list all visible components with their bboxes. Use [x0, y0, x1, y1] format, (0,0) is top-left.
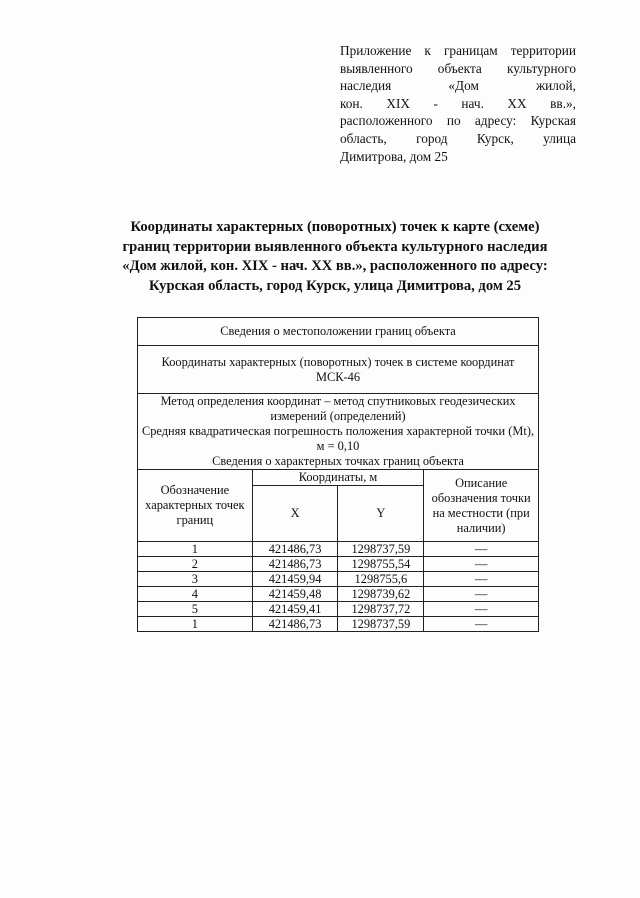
col-x-header: X: [252, 486, 338, 542]
accuracy-text: Средняя квадратическая погрешность положения характерной точки (Mt), м = 0,10: [141, 424, 535, 453]
annex-line: область, город Курск, улица: [340, 130, 576, 146]
point-cell: 1: [138, 542, 253, 557]
desc-cell: —: [424, 572, 539, 587]
y-cell: 1298755,6: [338, 572, 424, 587]
y-cell: 1298739,62: [338, 587, 424, 602]
title-line: Координаты характерных (поворотных) точек к карте (схеме): [130, 219, 540, 235]
annex-line: расположенного по адресу: Курская: [340, 113, 576, 129]
y-cell: 1298755,54: [338, 557, 424, 572]
col-point-header: Обозначение характерных точек границ: [138, 470, 253, 542]
col-coords-header: Координаты, м: [252, 470, 424, 486]
table-row: [138, 587, 539, 602]
desc-cell: —: [424, 557, 539, 572]
point-cell: 4: [138, 587, 253, 602]
title-line: Курская область, город Курск, улица Димитрова, дом 25: [148, 277, 522, 294]
annex-line: наследия «Дом жилой,: [340, 78, 576, 94]
y-cell: 1298737,59: [338, 542, 424, 557]
title-line: границ территории выявленного объекта культурного наследия: [122, 238, 548, 255]
annex-note: [340, 42, 576, 165]
y-cell: 1298737,59: [338, 617, 424, 632]
method-cell: [138, 394, 539, 470]
col-desc-header: Описание обозначения точки на местности (при наличии): [424, 470, 539, 542]
point-cell: 5: [138, 602, 253, 617]
x-cell: 421459,94: [252, 572, 338, 587]
annex-line: Приложение к границам территории: [340, 43, 576, 58]
x-cell: 421486,73: [252, 557, 338, 572]
table-row: [138, 617, 539, 632]
x-cell: 421486,73: [252, 542, 338, 557]
x-cell: 421459,48: [252, 587, 338, 602]
document-title: [100, 218, 570, 296]
boundary-coordinates-table: [137, 317, 539, 632]
annex-line: Димитрова, дом 25: [340, 148, 448, 164]
table-row: [138, 542, 539, 557]
point-cell: 2: [138, 557, 253, 572]
desc-cell: —: [424, 587, 539, 602]
table-row: [138, 602, 539, 617]
x-cell: 421459,41: [252, 602, 338, 617]
x-cell: 421486,73: [252, 617, 338, 632]
point-cell: 1: [138, 617, 253, 632]
method-row: [138, 394, 539, 470]
table-row: [138, 557, 539, 572]
points-title-text: Сведения о характерных точках границ объекта: [212, 454, 464, 468]
coord-system-row: [138, 346, 539, 394]
col-y-header: Y: [338, 486, 424, 542]
desc-cell: —: [424, 602, 539, 617]
desc-cell: —: [424, 617, 539, 632]
annex-line: кон. XIX - нач. XX вв.»,: [340, 95, 576, 111]
point-cell: 3: [138, 572, 253, 587]
section-title-cell: Сведения о местоположении границ объекта: [138, 318, 539, 346]
annex-line: выявленного объекта культурного: [340, 60, 576, 76]
title-line: «Дом жилой, кон. XIX - нач. XX вв.», расположенного по адресу:: [122, 258, 548, 274]
y-cell: 1298737,72: [338, 602, 424, 617]
table-row: [138, 572, 539, 587]
column-header-row: [138, 470, 539, 486]
method-text: Метод определения координат – метод спутниковых геодезических измерений (определений): [160, 394, 516, 423]
desc-cell: —: [424, 542, 539, 557]
coord-system-cell: Координаты характерных (поворотных) точек в системе координат МСК-46: [138, 346, 539, 394]
table-header-row: [138, 318, 539, 346]
